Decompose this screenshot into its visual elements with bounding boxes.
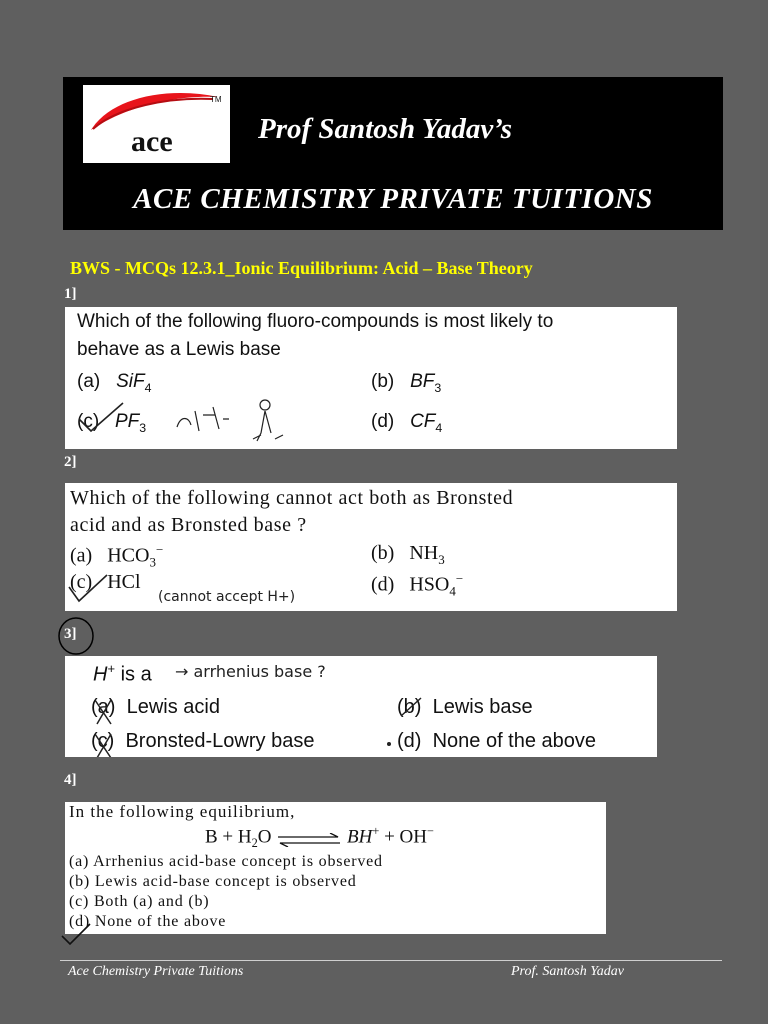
eq-oh: + OH xyxy=(379,826,427,848)
q1-line1: Which of the following fluoro-compounds is most likely to xyxy=(77,311,554,332)
q2-line2: acid and as Bronsted base ? xyxy=(70,514,307,536)
superscript: − xyxy=(155,542,164,557)
subscript: 2 xyxy=(251,836,258,851)
header-banner xyxy=(63,77,723,230)
q2-line1: Which of the following cannot act both as Bronsted xyxy=(70,487,514,509)
option-label: (a) xyxy=(77,371,101,392)
q4-option-d[interactable]: (d) None of the above xyxy=(69,913,227,930)
option-value: Lewis acid xyxy=(126,696,220,718)
option-label: (c) xyxy=(91,730,115,752)
option-label: (b) xyxy=(371,542,395,564)
option-value: BF xyxy=(410,371,435,392)
footer-right: Prof. Santosh Yadav xyxy=(511,964,624,979)
section-title: BWS - MCQs 12.3.1_Ionic Equilibrium: Acid – Base Theory xyxy=(70,258,533,278)
q2-check-mark xyxy=(65,483,677,611)
option-label: (b) xyxy=(397,696,422,718)
footer-left: Ace Chemistry Private Tuitions xyxy=(68,964,244,979)
option-label: (a) xyxy=(91,696,116,718)
tuitions-title: ACE CHEMISTRY PRIVATE TUITIONS xyxy=(133,183,653,215)
option-label: (d) xyxy=(397,730,422,752)
subscript: 4 xyxy=(449,583,456,599)
option-value: HCO xyxy=(107,544,150,567)
q4-option-b[interactable]: (b) Lewis acid-base concept is observed xyxy=(69,873,357,890)
question-card-4 xyxy=(65,802,606,934)
option-label: (d) xyxy=(371,573,395,596)
option-value: PF xyxy=(115,411,140,432)
q3-line1-text: is a xyxy=(115,663,152,686)
option-value: HCl xyxy=(107,571,141,593)
question-number-1: 1] xyxy=(64,286,77,302)
q4-option-a[interactable]: (a) Arrhenius acid-base concept is observed xyxy=(69,853,383,870)
subscript: 3 xyxy=(434,380,442,395)
q4-equation xyxy=(205,824,434,851)
q3-circle-mark xyxy=(56,615,96,657)
subscript: 3 xyxy=(149,554,156,570)
eq-o: O xyxy=(257,826,272,848)
q1-line2: behave as a Lewis base xyxy=(77,339,281,360)
q3-cross-marks xyxy=(65,656,657,757)
subscript: 4 xyxy=(144,380,152,395)
option-label: (a) xyxy=(70,544,93,567)
option-value: HSO xyxy=(409,573,450,596)
subscript: 3 xyxy=(139,420,147,435)
subscript: 4 xyxy=(435,420,443,435)
logo-tm: TM xyxy=(210,95,222,104)
option-value: None of the above xyxy=(432,730,597,752)
question-number-3: 3] xyxy=(64,626,77,642)
option-label: (b) xyxy=(371,371,395,392)
option-value: Bronsted-Lowry base xyxy=(125,730,315,752)
option-value: SiF xyxy=(116,371,145,392)
option-label: (c) xyxy=(70,571,93,593)
prof-name: Prof Santosh Yadav’s xyxy=(258,113,513,145)
option-value: NH xyxy=(409,542,439,564)
q4-option-c[interactable]: (c) Both (a) and (b) xyxy=(69,893,210,910)
eq-left: B + H xyxy=(205,826,252,848)
footer-divider xyxy=(60,960,722,961)
eq-right: BH xyxy=(347,826,373,848)
logo-text: ace xyxy=(131,125,173,158)
question-number-2: 2] xyxy=(64,454,77,470)
option-label: (c) xyxy=(77,411,100,432)
subscript: 3 xyxy=(438,552,445,567)
h-ion: H xyxy=(93,663,108,686)
q4-line1: In the following equilibrium, xyxy=(69,802,296,821)
q3-handwritten-note: → arrhenius base ? xyxy=(175,662,326,681)
question-card-2 xyxy=(65,483,677,611)
superscript: − xyxy=(455,571,464,586)
superscript: + xyxy=(107,661,116,676)
question-number-4: 4] xyxy=(64,772,77,788)
q4-check-mark xyxy=(60,922,96,948)
option-value: Lewis base xyxy=(432,696,533,718)
option-value: CF xyxy=(410,411,436,432)
superscript: − xyxy=(426,824,434,838)
equilibrium-arrow-icon xyxy=(276,831,342,845)
superscript: + xyxy=(372,824,380,838)
option-label: (d) xyxy=(371,411,395,432)
q2-handwritten-note: (cannot accept H+) xyxy=(158,589,296,605)
question-card-1 xyxy=(65,307,677,449)
q1-handwriting-marks xyxy=(65,307,677,449)
question-card-3 xyxy=(65,656,657,757)
ace-logo xyxy=(83,85,230,163)
